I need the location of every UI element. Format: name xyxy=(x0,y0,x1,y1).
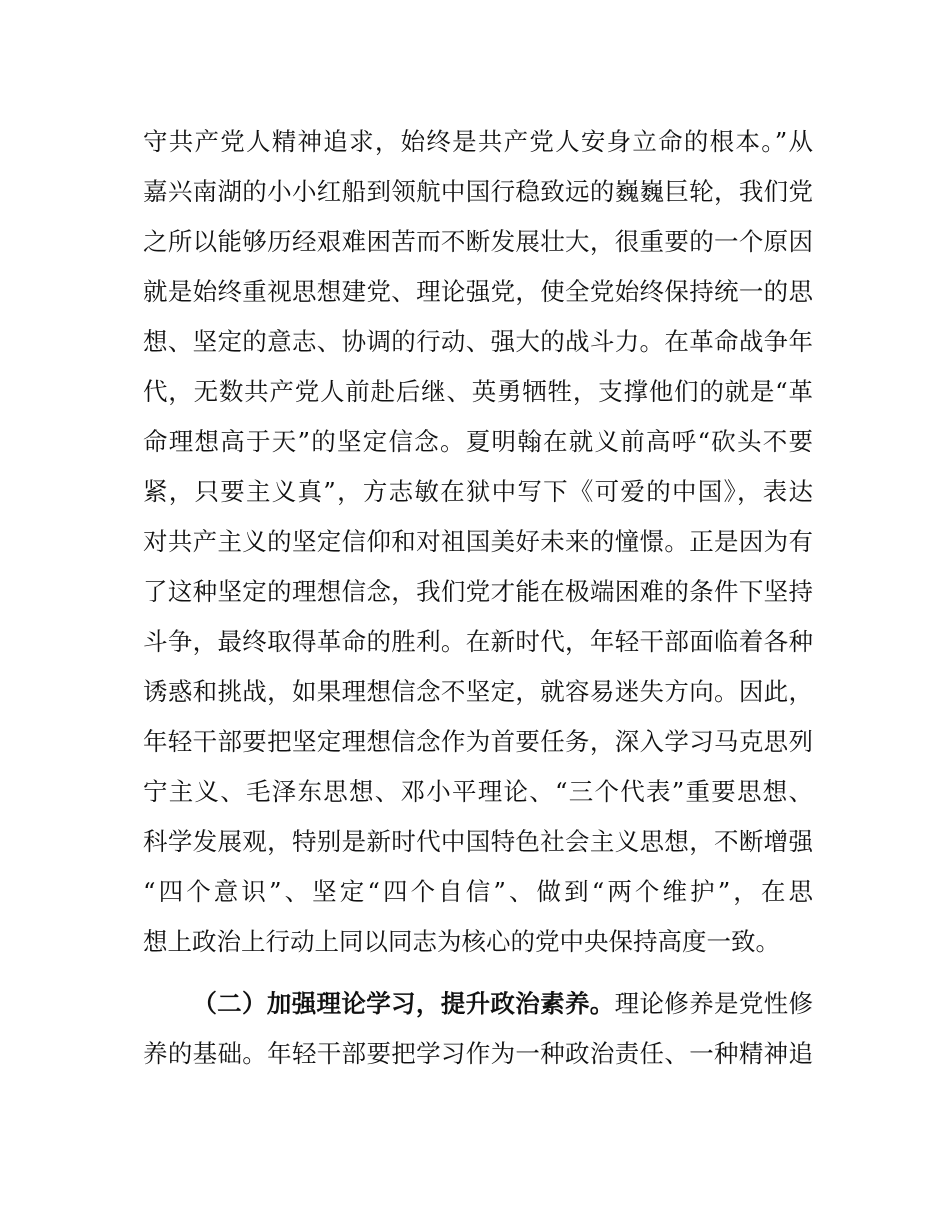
paragraph-2-first-line xyxy=(143,984,813,1024)
paragraph-2-first-line-text: 理论修养是党性修 xyxy=(614,989,814,1018)
paragraph-1-line-16: “四个意识”、坚定“四个自信”、做到“两个维护”，在思 xyxy=(143,877,813,906)
paragraph-1-line-12: 诱惑和挑战，如果理想信念不坚定，就容易迷失方向。因此， xyxy=(143,677,813,706)
paragraph-1-line-7: 命理想高于天”的坚定信念。夏明翰在就义前高呼“砍头不要 xyxy=(143,427,813,456)
paragraph-2-line-2: 养的基础。年轻干部要把学习作为一种政治责任、一种精神追 xyxy=(143,1039,813,1068)
paragraph-1-line-13: 年轻干部要把坚定理想信念作为首要任务，深入学习马克思列 xyxy=(143,727,813,756)
paragraph-1-line-8: 紧，只要主义真”，方志敏在狱中写下《可爱的中国》，表达 xyxy=(143,477,813,506)
paragraph-1-line-1: 守共产党人精神追求，始终是共产党人安身立命的根本。”从 xyxy=(143,127,813,156)
paragraph-1-line-3: 之所以能够历经艰难困苦而不断发展壮大，很重要的一个原因 xyxy=(143,227,813,256)
section-heading: （二）加强理论学习，提升政治素养。 xyxy=(192,989,615,1018)
paragraph-1-line-10: 了这种坚定的理想信念，我们党才能在极端困难的条件下坚持 xyxy=(143,577,813,606)
paragraph-1-line-11: 斗争，最终取得革命的胜利。在新时代，年轻干部面临着各种 xyxy=(143,627,813,656)
paragraph-1-line-15: 科学发展观，特别是新时代中国特色社会主义思想，不断增强 xyxy=(143,827,813,856)
paragraph-1-line-4: 就是始终重视思想建党、理论强党，使全党始终保持统一的思 xyxy=(143,277,813,306)
paragraph-1-line-9: 对共产主义的坚定信仰和对祖国美好未来的憧憬。正是因为有 xyxy=(143,527,813,556)
paragraph-1-line-14: 宁主义、毛泽东思想、邓小平理论、“三个代表”重要思想、 xyxy=(143,777,813,806)
paragraph-1-line-6: 代，无数共产党人前赴后继、英勇牺牲，支撑他们的就是“革 xyxy=(143,377,813,406)
paragraph-1-line-2: 嘉兴南湖的小小红船到领航中国行稳致远的巍巍巨轮，我们党 xyxy=(143,177,813,206)
paragraph-1-line-17: 想上政治上行动上同以同志为核心的党中央保持高度一致。 xyxy=(143,927,780,956)
paragraph-1-line-5: 想、坚定的意志、协调的行动、强大的战斗力。在革命战争年 xyxy=(143,327,813,356)
